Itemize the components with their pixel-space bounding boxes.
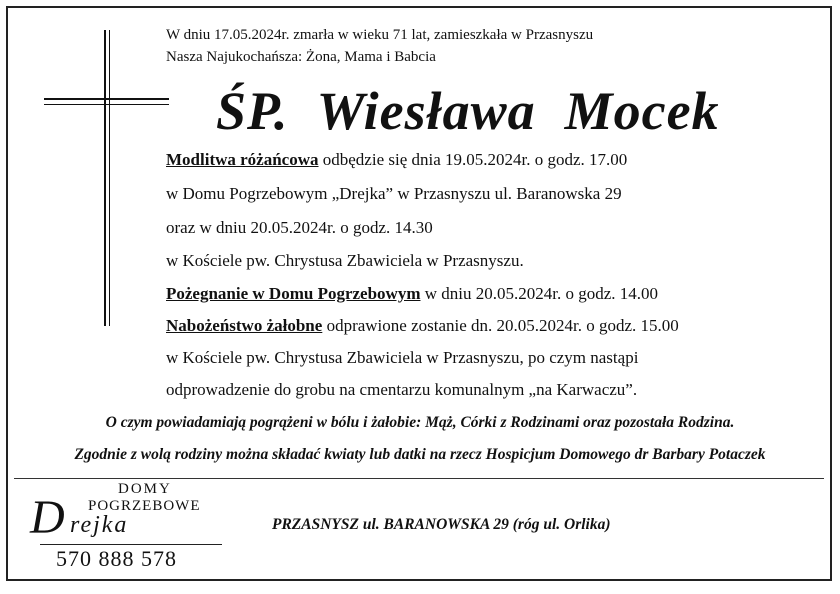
logo-initial: D bbox=[30, 491, 65, 544]
body-line-8: odprowadzenie do grobu na cmentarzu komunalnym „na Karwaczu”. bbox=[166, 380, 638, 399]
intro-line-2: Nasza Najukochańsza: Żona, Mama i Babcia bbox=[166, 49, 436, 65]
address: PRZASNYSZ ul. BARANOWSKA 29 (róg ul. Orlika) bbox=[272, 516, 611, 533]
logo-line-1: DOMY bbox=[118, 481, 172, 497]
farewell-text: w dniu 20.05.2024r. o godz. 14.00 bbox=[420, 284, 659, 303]
body-line-7: w Kościele pw. Chrystusa Zbawiciela w Przasnyszu, po czym nastąpi bbox=[166, 348, 639, 367]
mass-label: Nabożeństwo żałobne bbox=[166, 316, 323, 335]
footer-separator bbox=[14, 478, 824, 479]
closing-line-2: Zgodnie z wolą rodziny można składać kwiaty lub datki na rzecz Hospicjum Domowego dr Barbary Potaczek bbox=[74, 446, 766, 463]
mass-text: odprawione zostanie dn. 20.05.2024r. o godz. 15.00 bbox=[322, 316, 679, 335]
intro-line-1: W dniu 17.05.2024r. zmarła w wieku 71 lat, zamieszkała w Przasnyszu bbox=[166, 27, 594, 43]
farewell-line bbox=[166, 284, 658, 304]
body-line-2: w Domu Pogrzebowym „Drejka” w Przasnyszu ul. Baranowska 29 bbox=[166, 184, 622, 203]
rosary-line bbox=[166, 150, 627, 170]
rosary-text: odbędzie się dnia 19.05.2024r. o godz. 17.00 bbox=[318, 150, 628, 169]
closing-line-1: O czym powiadamiają pogrążeni w bólu i żałobie: Mąż, Córki z Rodzinami oraz pozostała Rodzina. bbox=[105, 414, 735, 431]
logo-line-2: POGRZEBOWE bbox=[88, 498, 201, 514]
phone-number: 570 888 578 bbox=[56, 546, 177, 571]
mass-line bbox=[166, 316, 679, 336]
body-line-4: w Kościele pw. Chrystusa Zbawiciela w Przasnyszu. bbox=[166, 251, 524, 270]
deceased-name: ŚP. Wiesława Mocek bbox=[216, 81, 720, 141]
logo-name: rejka bbox=[70, 512, 129, 538]
body-line-3: oraz w dniu 20.05.2024r. o godz. 14.30 bbox=[166, 218, 433, 237]
farewell-label: Pożegnanie w Domu Pogrzebowym bbox=[166, 284, 421, 303]
logo-underline bbox=[40, 544, 222, 545]
rosary-label: Modlitwa różańcowa bbox=[166, 150, 319, 169]
